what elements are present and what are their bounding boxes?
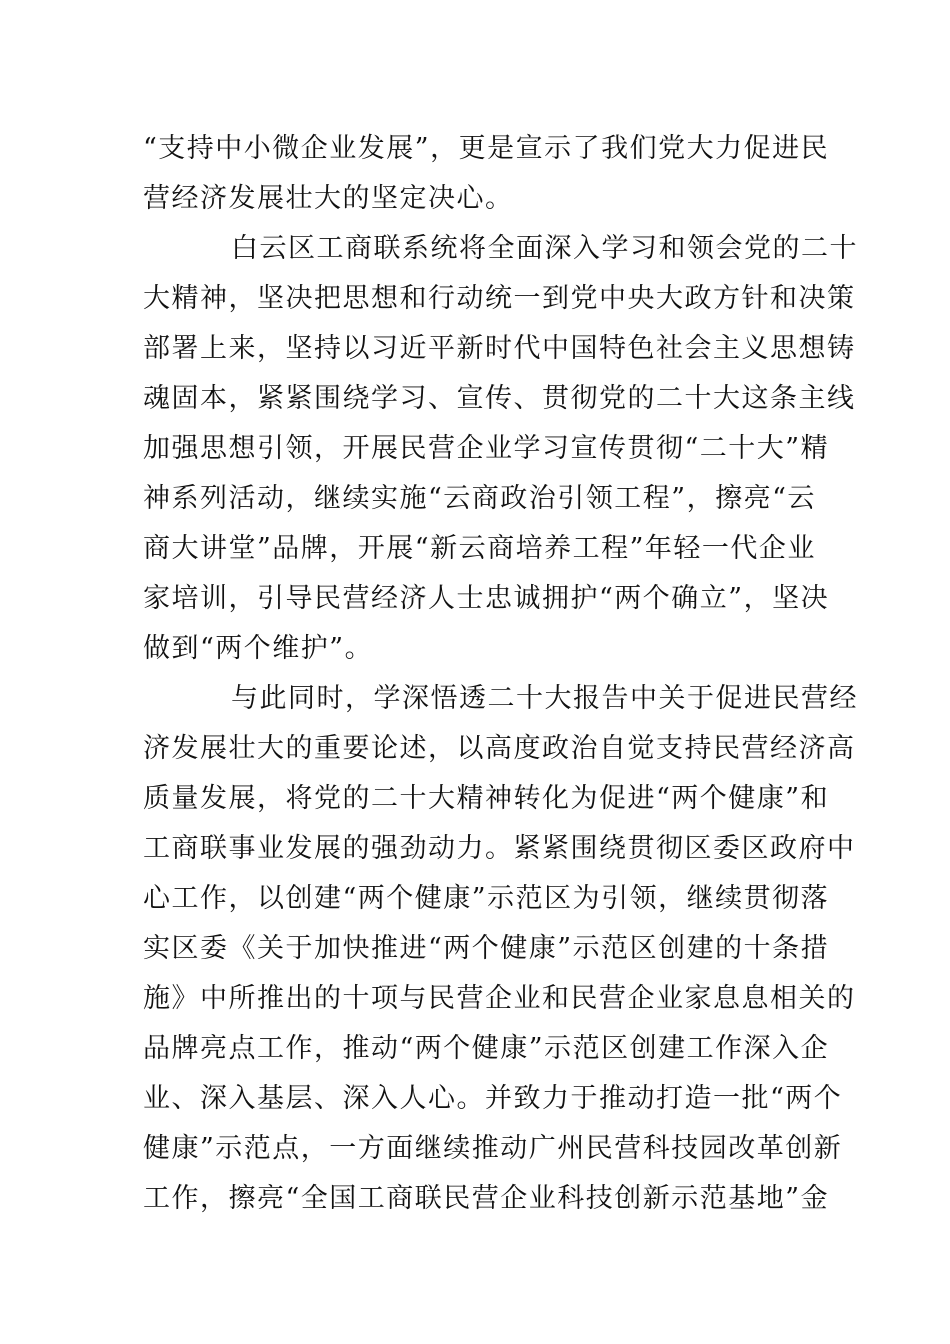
text-line: 加强思想引领，开展民营企业学习宣传贯彻“二十大”精 [143,433,830,464]
text-line: “支持中小微企业发展”，更是宣示了我们党大力促进民 [143,133,830,164]
text-line: 家培训，引导民营经济人士忠诚拥护“两个确立”，坚决 [143,583,830,614]
text-line: 工作，擦亮“全国工商联民营企业科技创新示范基地”金 [143,1183,830,1214]
text-line: 白云区工商联系统将全面深入学习和领会党的二十 [231,233,858,264]
text-line: 商大讲堂”品牌，开展“新云商培养工程”年轻一代企业 [143,533,816,564]
paragraph [143,124,830,224]
text-line: 实区委《关于加快推进“两个健康”示范区创建的十条措 [143,933,830,964]
text-line: 做到“两个维护”。 [143,633,374,664]
paragraph [143,674,858,1224]
text-line: 济发展壮大的重要论述，以高度政治自觉支持民营经济高 [143,733,856,764]
text-line: 心工作，以创建“两个健康”示范区为引领，继续贯彻落 [143,883,830,914]
text-line: 神系列活动，继续实施“云商政治引领工程”，擦亮“云 [143,483,816,514]
text-line: 魂固本，紧紧围绕学习、宣传、贯彻党的二十大这条主线 [143,383,856,414]
text-line: 营经济发展壮大的坚定决心。 [143,183,514,214]
text-line: 工商联事业发展的强劲动力。紧紧围绕贯彻区委区政府中 [143,833,856,864]
text-line: 大精神，坚决把思想和行动统一到党中央大政方针和决策 [143,283,856,314]
text-line: 施》中所推出的十项与民营企业和民营企业家息息相关的 [143,983,856,1014]
document-body [143,124,858,1224]
text-line: 品牌亮点工作，推动“两个健康”示范区创建工作深入企 [143,1033,830,1064]
text-line: 与此同时，学深悟透二十大报告中关于促进民营经 [231,683,858,714]
text-line: 部署上来，坚持以习近平新时代中国特色社会主义思想铸 [143,333,856,364]
text-line: 健康”示范点，一方面继续推动广州民营科技园改革创新 [143,1133,843,1164]
text-line: 业、深入基层、深入人心。并致力于推动打造一批“两个 [143,1083,843,1114]
paragraph [143,224,858,674]
text-line: 质量发展，将党的二十大精神转化为促进“两个健康”和 [143,783,830,814]
